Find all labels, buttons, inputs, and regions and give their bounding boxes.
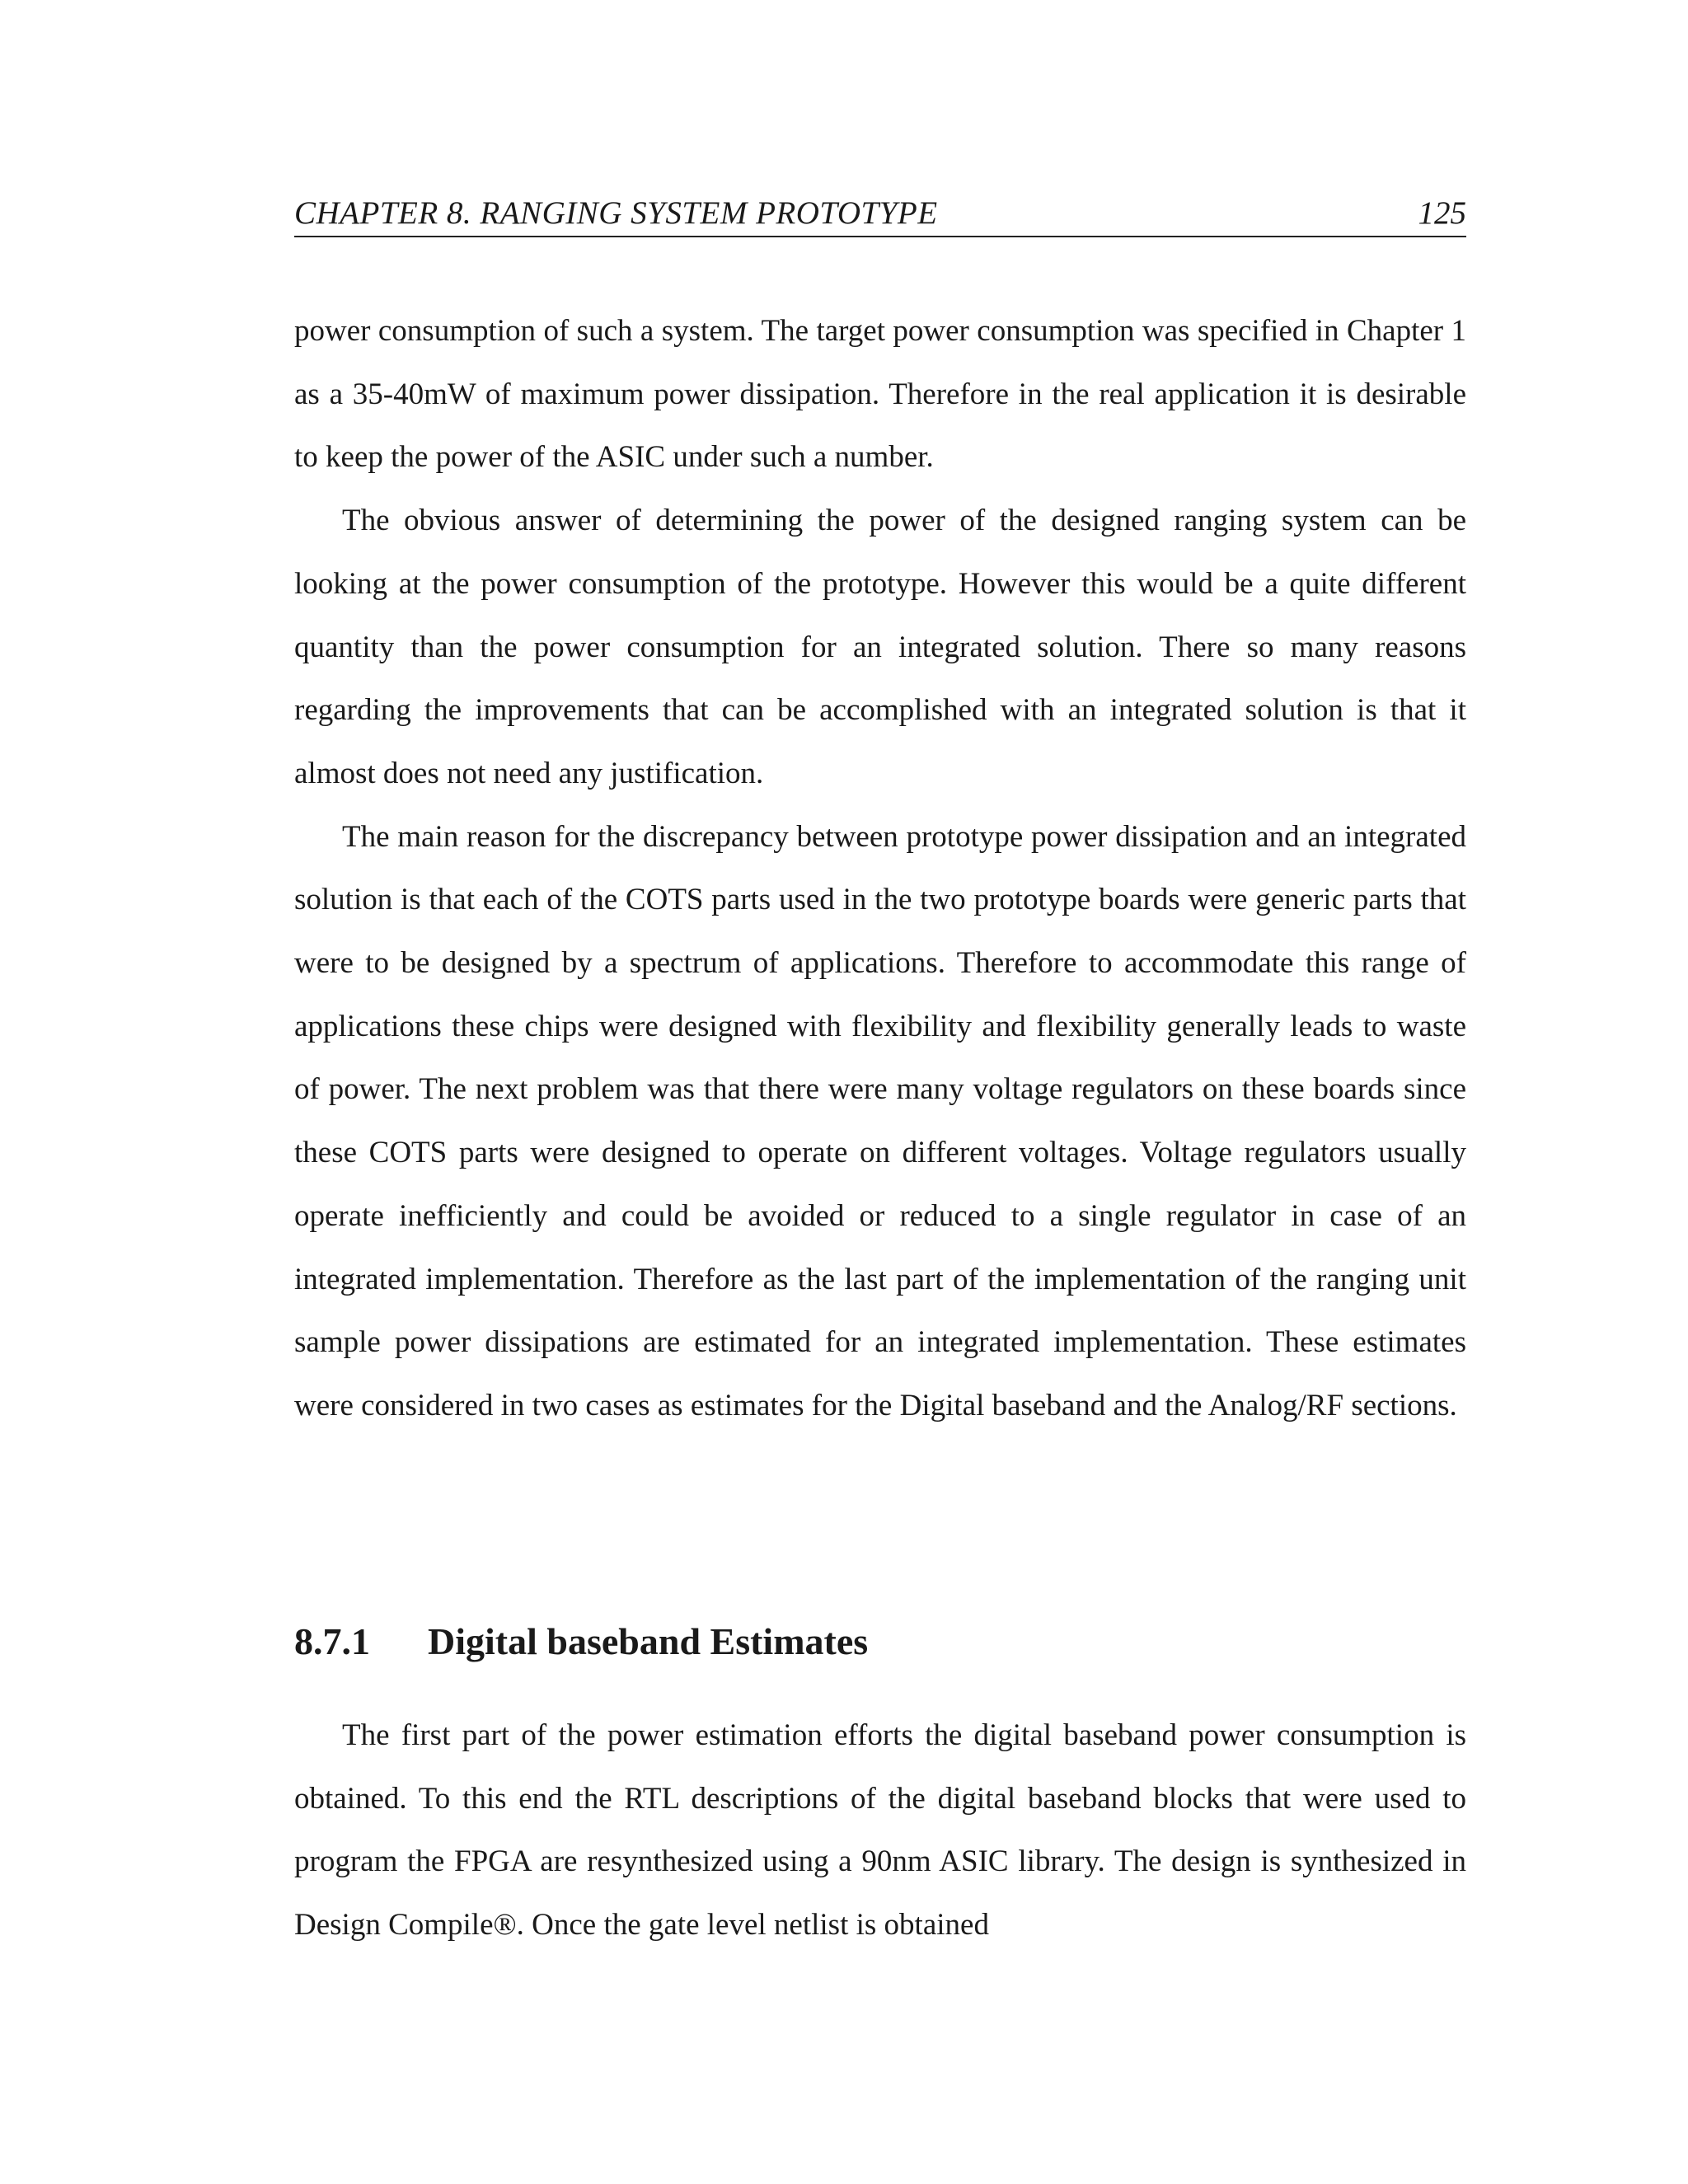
section-paragraph: The first part of the power estimation efforts the digital baseband power consumption is obtained. To this end the RTL descriptions of the digital baseband blocks that were used to program the FPGA are resynthesized using a 90nm ASIC library. The design is synthesized in Design Compile®. Once the gate level netlist is obtained bbox=[294, 1718, 1466, 1943]
section-number: 8.7.1 bbox=[294, 1620, 370, 1662]
section-text bbox=[294, 1704, 1466, 1957]
paragraph-1: power consumption of such a system. The target power consumption was specified in Chapter 1 as a 35-40mW of maximum power dissipation. Therefore in the real application it is desirable to keep the power of the ASIC under such a number. bbox=[294, 314, 1466, 475]
document-page bbox=[294, 0, 1466, 2184]
page-number: 125 bbox=[1418, 195, 1466, 231]
section-heading bbox=[294, 1615, 1466, 1668]
body-text bbox=[294, 300, 1466, 1438]
chapter-title: CHAPTER 8. RANGING SYSTEM PROTOTYPE bbox=[294, 195, 938, 231]
paragraph-2: The obvious answer of determining the power of the designed ranging system can be looking at the power consumption of the prototype. However this would be a quite different quantity than the power consumption for an integrated solution. There so many reasons regarding the improvements that can be accomplished with an integrated solution is that it almost does not need any justification. bbox=[294, 504, 1466, 790]
running-header bbox=[294, 191, 1466, 237]
paragraph-3: The main reason for the discrepancy between prototype power dissipation and an integrated solution is that each of the COTS parts used in the two prototype boards were generic parts that were to be designed by a spectrum of applications. Therefore to accommodate this range of applications these chips were designed with flexibility and flexibility generally leads to waste of power. The next problem was that there were many voltage regulators on these boards since these COTS parts were designed to operate on different voltages. Voltage regulators usually operate inefficiently and could be avoided or reduced to a single regulator in case of an integrated implementation. Therefore as the last part of the implementation of the ranging unit sample power dissipations are estimated for an integrated implementation. These estimates were considered in two cases as estimates for the Digital baseband and the Analog/RF sections. bbox=[294, 819, 1466, 1422]
section-title: Digital baseband Estimates bbox=[428, 1620, 869, 1662]
